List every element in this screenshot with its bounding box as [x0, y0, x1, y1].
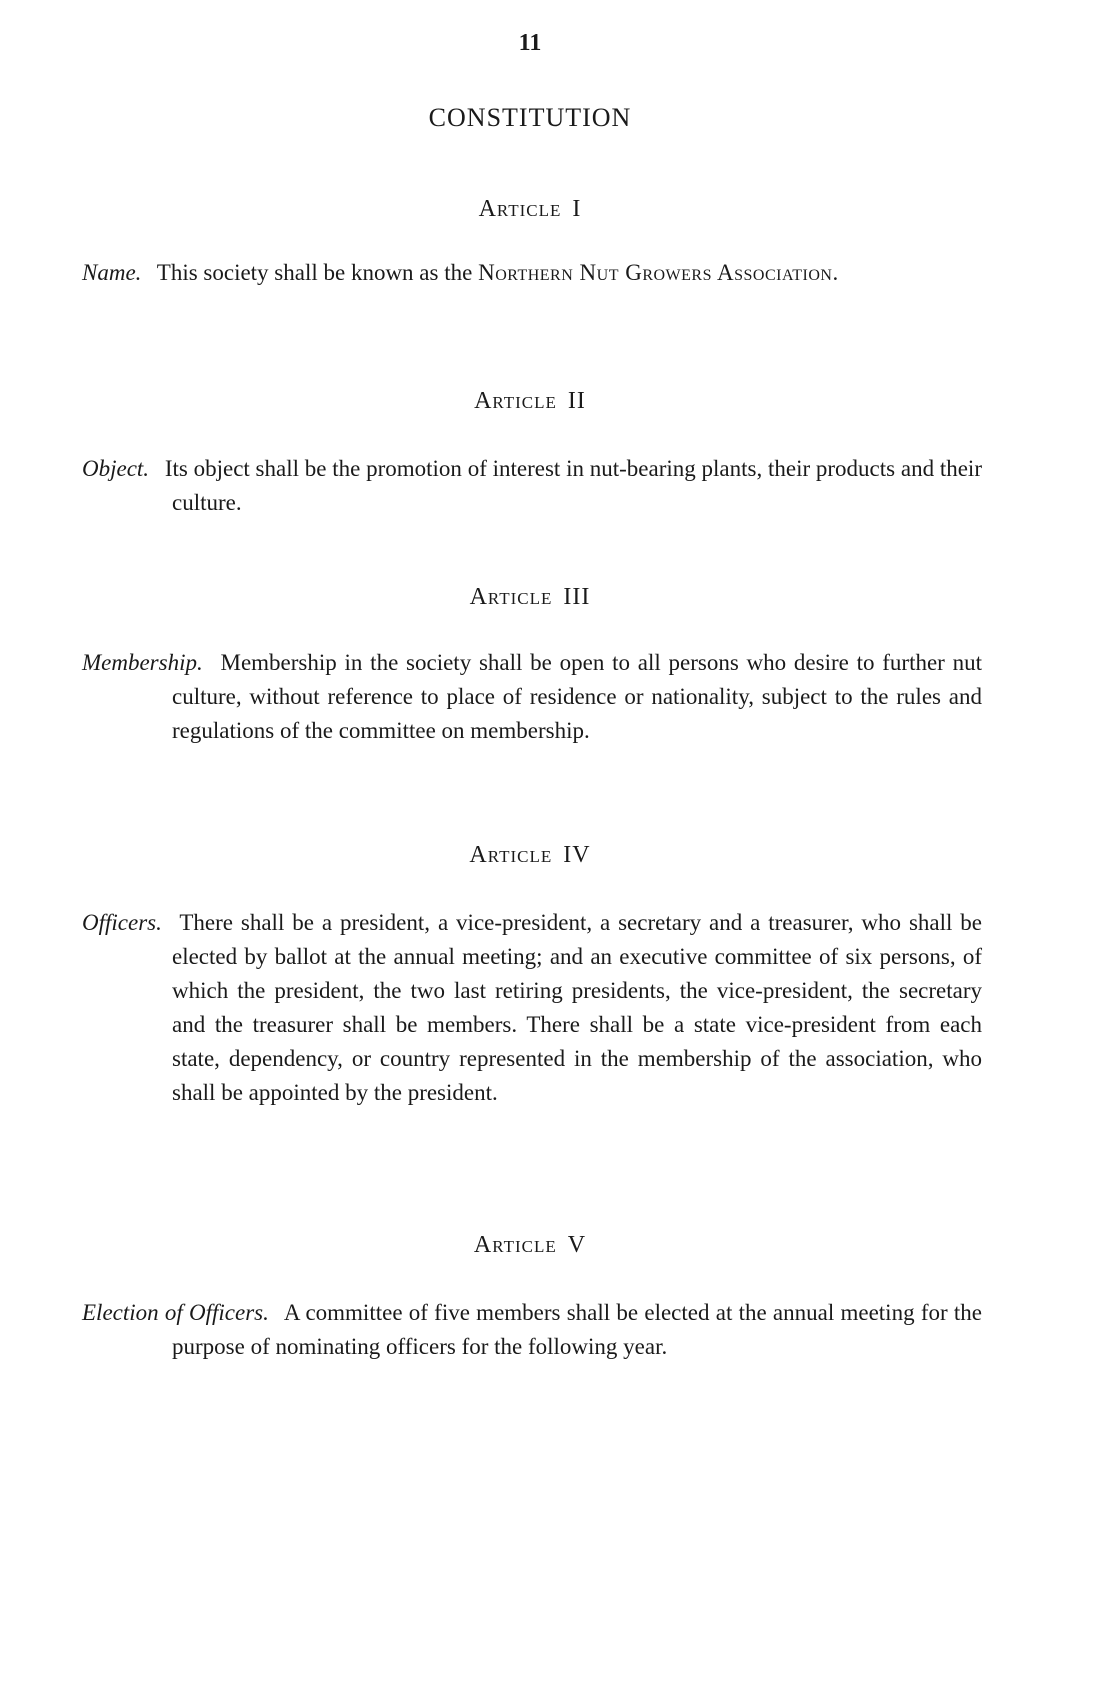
article-1-numeral: I: [572, 196, 582, 222]
article-1-paragraph: [82, 256, 982, 290]
document-title: CONSTITUTION: [428, 103, 632, 132]
article-4-lead: Officers.: [82, 910, 162, 935]
article-1-lead: Name.: [82, 260, 142, 285]
article-2-paragraph: [82, 452, 982, 520]
article-2-numeral: II: [567, 388, 586, 414]
article-1-text-before: This society shall be known as the: [156, 260, 473, 285]
article-3-numeral: III: [563, 584, 591, 610]
article-4-heading: [0, 842, 1060, 869]
article-5-lead: Election of Officers.: [82, 1300, 269, 1325]
article-2-text: Its object shall be the promotion of interest in nut-bearing plants, their products and their culture.: [164, 456, 982, 515]
article-1-label: Article: [478, 196, 562, 222]
article-2-heading: [0, 388, 1060, 415]
article-3-lead: Membership.: [82, 650, 203, 675]
article-2-section: [82, 452, 982, 520]
article-5-heading: [0, 1232, 1060, 1259]
article-5-text: A committee of five members shall be elected at the annual meeting for the purpose of nominating officers for the following year.: [172, 1300, 982, 1359]
article-1-section: [82, 256, 982, 290]
page-number: 11: [518, 30, 542, 56]
article-4-section: [82, 906, 982, 1110]
article-3-heading: [0, 584, 1060, 611]
article-5-label: Article: [473, 1232, 557, 1258]
article-5-section: [82, 1296, 982, 1364]
article-5-paragraph: [82, 1296, 982, 1364]
article-3-text: Membership in the society shall be open to all persons who desire to further nut culture, without reference to place of residence or nationality, subject to the rules and regulations of the committee on membership.: [172, 650, 982, 743]
article-3-label: Article: [469, 584, 553, 610]
association-name: Northern Nut Growers Association: [478, 260, 833, 285]
article-5-numeral: V: [567, 1232, 587, 1258]
article-3-section: [82, 646, 982, 748]
article-1-text-after: .: [832, 260, 839, 285]
article-1-heading: [0, 196, 1060, 223]
article-4-label: Article: [469, 842, 553, 868]
article-4-text: There shall be a president, a vice-president, a secretary and a treasurer, who shall be elected by ballot at the annual meeting; and an executive committee of six persons, of which the president, the two last retiring presidents, the vice-president, the secretary and the treasurer shall be members. There shall be a state vice-president from each state, dependency, or country represented in the membership of the association, who shall be appointed by the president.: [172, 910, 982, 1105]
article-2-lead: Object.: [82, 456, 150, 481]
article-2-label: Article: [474, 388, 557, 414]
article-3-paragraph: [82, 646, 982, 748]
article-4-paragraph: [82, 906, 982, 1110]
article-4-numeral: IV: [563, 842, 591, 868]
